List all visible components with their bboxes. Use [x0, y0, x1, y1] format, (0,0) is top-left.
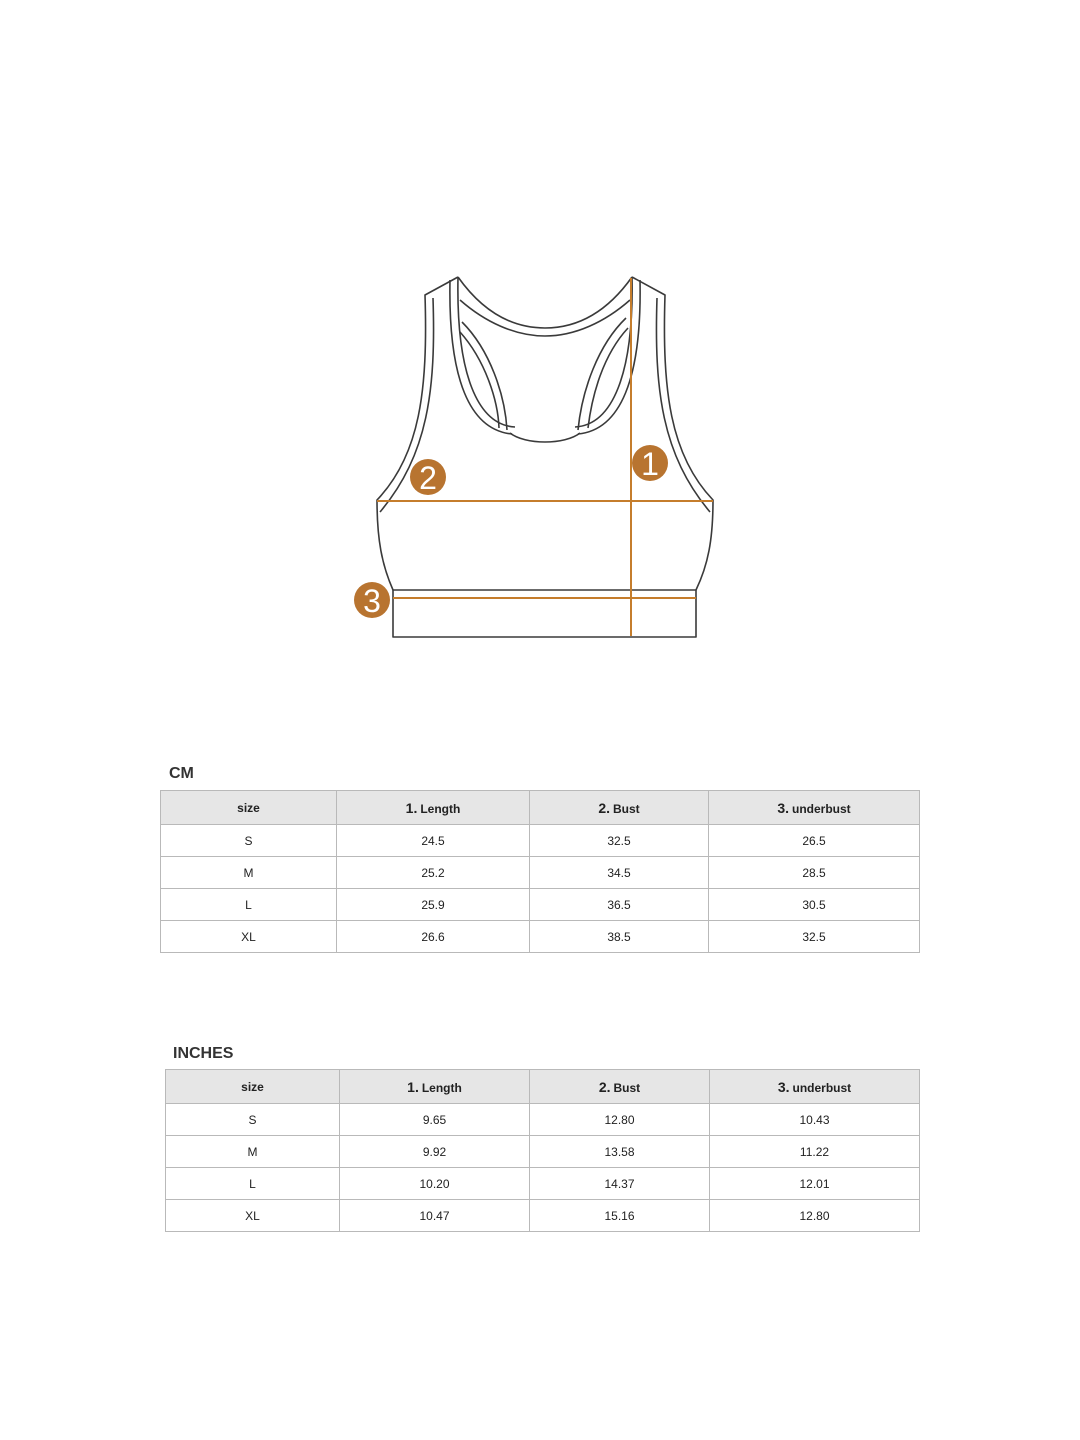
- cell-length: 25.2: [337, 857, 530, 889]
- table-row: [161, 825, 920, 857]
- cell-size: XL: [166, 1200, 340, 1232]
- table-row: [161, 889, 920, 921]
- cell-underbust: 32.5: [709, 921, 920, 953]
- cell-bust: 14.37: [530, 1168, 710, 1200]
- cell-bust: 38.5: [530, 921, 709, 953]
- cell-underbust: 11.22: [710, 1136, 920, 1168]
- cell-bust: 12.80: [530, 1104, 710, 1136]
- cm-section-title: CM: [169, 765, 194, 782]
- cell-underbust: 30.5: [709, 889, 920, 921]
- cell-size: S: [161, 825, 337, 857]
- cell-size: L: [161, 889, 337, 921]
- cell-bust: 32.5: [530, 825, 709, 857]
- cell-bust: 36.5: [530, 889, 709, 921]
- svg-text:2: 2: [419, 460, 437, 496]
- cell-size: L: [166, 1168, 340, 1200]
- sports-bra-illustration: [340, 262, 740, 652]
- cell-length: 26.6: [337, 921, 530, 953]
- svg-text:1: 1: [641, 446, 659, 482]
- cell-size: XL: [161, 921, 337, 953]
- cell-underbust: 12.01: [710, 1168, 920, 1200]
- cell-underbust: 12.80: [710, 1200, 920, 1232]
- table-row: [166, 1136, 920, 1168]
- table-header-row: [166, 1070, 920, 1104]
- cell-bust: 15.16: [530, 1200, 710, 1232]
- table-row: [161, 921, 920, 953]
- table-row: [166, 1104, 920, 1136]
- svg-text:3: 3: [363, 583, 381, 619]
- table-row: [166, 1168, 920, 1200]
- cell-underbust: 28.5: [709, 857, 920, 889]
- garment-diagram: [340, 262, 740, 652]
- cell-bust: 34.5: [530, 857, 709, 889]
- cell-bust: 13.58: [530, 1136, 710, 1168]
- marker-3: [354, 582, 390, 619]
- inches-size-table: [165, 1069, 920, 1232]
- cell-length: 24.5: [337, 825, 530, 857]
- header-size: size: [161, 791, 337, 825]
- cell-underbust: 10.43: [710, 1104, 920, 1136]
- header-bust: 2. Bust: [530, 791, 709, 825]
- header-underbust: 3. underbust: [710, 1070, 920, 1104]
- marker-1: [632, 445, 668, 482]
- cell-size: M: [166, 1136, 340, 1168]
- header-underbust: 3. underbust: [709, 791, 920, 825]
- cell-length: 10.47: [340, 1200, 530, 1232]
- cell-length: 25.9: [337, 889, 530, 921]
- cm-size-table: [160, 790, 920, 953]
- header-length: 1. Length: [340, 1070, 530, 1104]
- marker-2: [410, 459, 446, 496]
- cell-length: 10.20: [340, 1168, 530, 1200]
- cell-size: S: [166, 1104, 340, 1136]
- cell-length: 9.65: [340, 1104, 530, 1136]
- header-bust: 2. Bust: [530, 1070, 710, 1104]
- header-size: size: [166, 1070, 340, 1104]
- table-row: [161, 857, 920, 889]
- cell-length: 9.92: [340, 1136, 530, 1168]
- table-row: [166, 1200, 920, 1232]
- cell-underbust: 26.5: [709, 825, 920, 857]
- header-length: 1. Length: [337, 791, 530, 825]
- table-header-row: [161, 791, 920, 825]
- inches-section-title: INCHES: [173, 1045, 234, 1062]
- cell-size: M: [161, 857, 337, 889]
